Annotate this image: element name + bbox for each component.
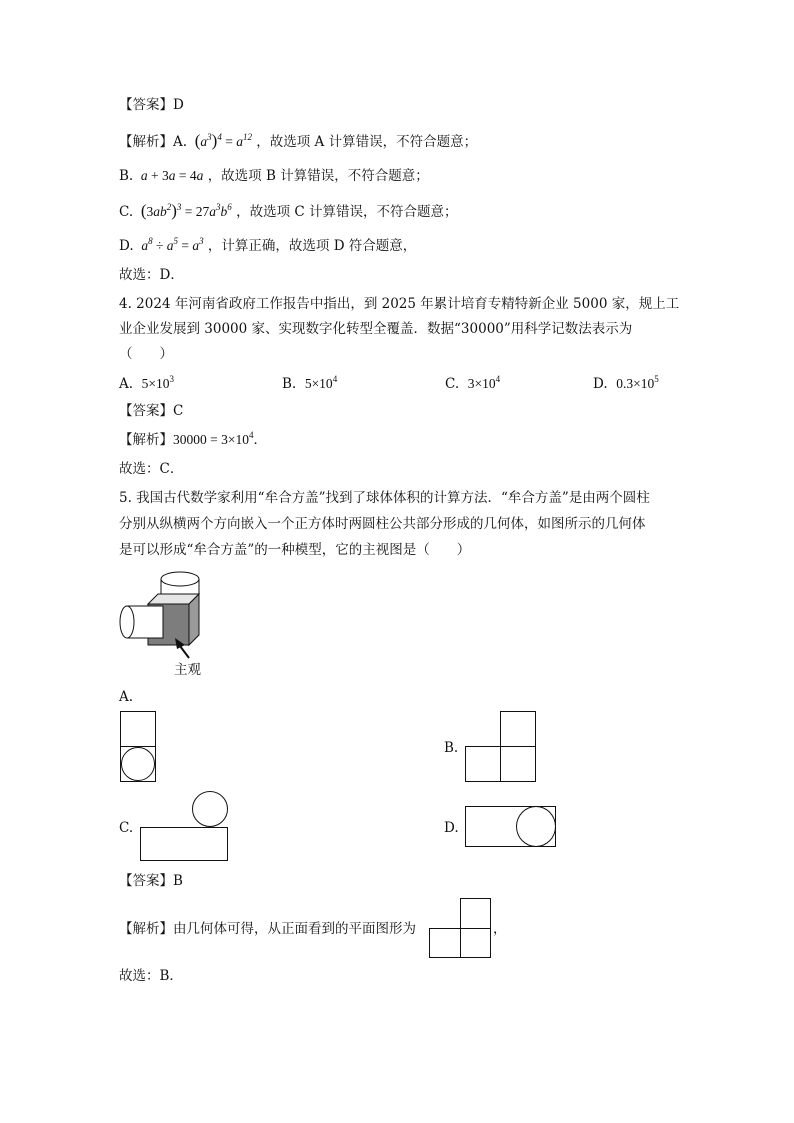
q5-analysis-end: ，: [493, 921, 507, 937]
option-exponent: 3: [169, 374, 175, 384]
q3-b-text: ，故选项 B 计算错误，不符合题意；: [207, 168, 429, 184]
q3-analysis-c: [119, 202, 458, 221]
formula-d: $a^8 \div a^5 = a^3$: [137, 236, 204, 253]
formula-b: a + 3a = 4a: [137, 168, 204, 183]
q5-stem-line3: 是可以形成“牟合方盖”的一种模型，它的主视图是（ ）: [119, 542, 471, 558]
option-label: D.: [593, 376, 608, 392]
option-value: 5×10: [304, 376, 333, 391]
analysis-head: 【解析】: [119, 432, 173, 448]
analysis-head: 【解析】A.: [119, 134, 188, 150]
solid-figure: [115, 565, 235, 665]
option-exponent: 4: [332, 374, 338, 384]
q5-conclusion: 故选：B．: [119, 968, 183, 984]
q3-analysis-b: [119, 167, 429, 185]
q3-a-text: ，故选项 A 计算错误，不符合题意；: [256, 134, 478, 150]
option-label: B.: [282, 376, 297, 392]
option-value: 3×10: [467, 376, 496, 391]
q3-d-text: ，计算正确，故选项 D 符合题意，: [207, 238, 417, 254]
option-exponent: 4: [495, 374, 501, 384]
q5-option-d-label: D.: [444, 820, 459, 836]
q4-conclusion: 故选：C．: [119, 461, 184, 477]
q4-answer: 【答案】C: [119, 403, 184, 419]
q3-analysis-a: [119, 132, 477, 151]
q4-stem-line1: 4. 2024 年河南省政府工作报告中指出，到 2025 年累计培育专精特新企业 5000 家，规上工: [119, 296, 680, 312]
label-b: B.: [119, 168, 134, 184]
option-label: C.: [445, 376, 460, 392]
option-label: A.: [119, 376, 134, 392]
q3-analysis-d: [119, 237, 416, 255]
analysis-end: ．: [253, 432, 267, 448]
q4-option-c: [445, 375, 500, 393]
q4-analysis: [119, 431, 267, 449]
q3-conclusion: 故选：D．: [119, 267, 184, 283]
q4-stem-line2: 业企业发展到 30000 家、实现数字化转型全覆盖．数据“30000”用科学记数法表示为: [119, 321, 633, 337]
q5-stem-line2: 分别从纵横两个方向嵌入一个正方体时两圆柱公共部分形成的几何体，如图所示的几何体: [119, 516, 646, 532]
q5-answer: 【答案】B: [119, 873, 183, 889]
q3-answer: 【答案】D: [119, 97, 184, 113]
option-value: 5×10: [141, 376, 170, 391]
q5-stem-line1: 5. 我国古代数学家利用“牟合方盖”找到了球体体积的计算方法．“牟合方盖”是由两个圆柱: [119, 490, 650, 506]
q5-option-b-label: B.: [444, 740, 459, 756]
q4-option-a: [119, 375, 174, 393]
q4-option-d: [593, 375, 659, 393]
analysis-text: 【解析】由几何体可得，从正面看到的平面图形为: [119, 921, 416, 937]
label-c: C.: [119, 204, 134, 220]
analysis-exponent: 4: [248, 430, 254, 440]
option-value: 0.3×10: [616, 376, 655, 391]
q4-option-b: [282, 375, 337, 393]
analysis-math: 30000 = 3×10: [173, 432, 249, 447]
q5-analysis: [119, 920, 416, 938]
formula-c: $(3ab^2)^3 = 27a^3b^6$: [140, 201, 232, 220]
q4-blank: （ ）: [119, 346, 173, 362]
label-d: D.: [119, 238, 134, 254]
q3-c-text: ，故选项 C 计算错误，不符合题意；: [236, 204, 458, 220]
q5-option-c-label: C.: [119, 820, 134, 836]
formula-a: $(a^3)^4 = a^{12}$: [194, 131, 252, 150]
q5-option-a-label: A.: [119, 689, 134, 705]
option-exponent: 5: [654, 374, 659, 384]
figure-label: 主观: [174, 662, 201, 678]
